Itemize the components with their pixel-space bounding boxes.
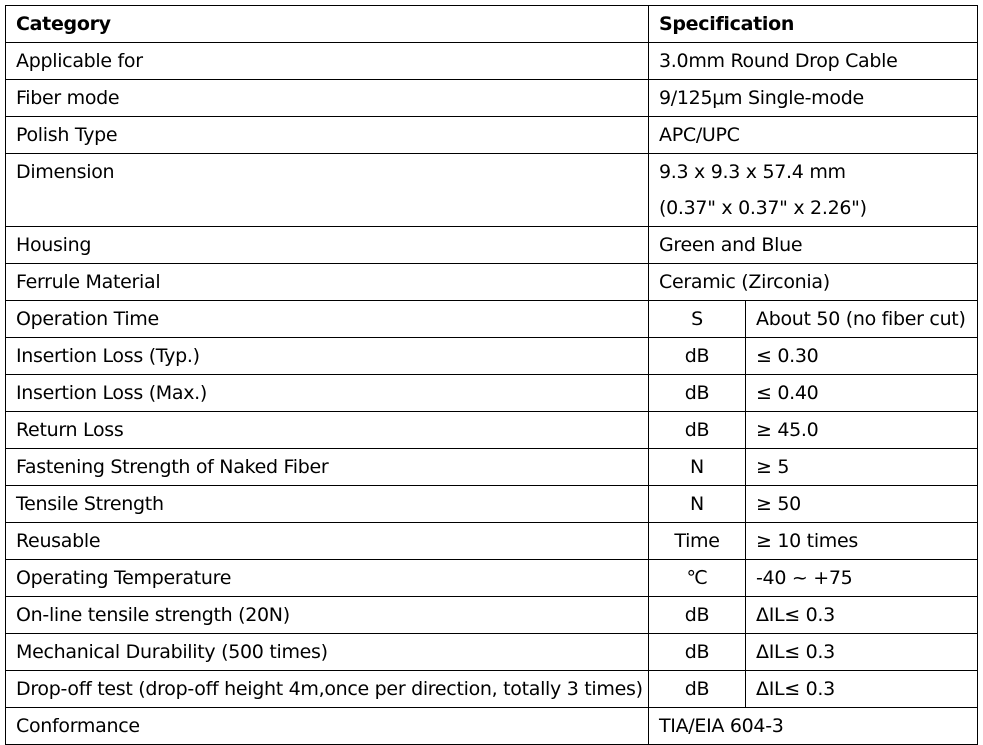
unit-cell: N <box>649 486 746 523</box>
value-cell: ΔIL≤ 0.3 <box>746 597 978 634</box>
value-cell: ≥ 10 times <box>746 523 978 560</box>
category-cell: Drop-off test (drop-off height 4m,once per direction, totally 3 times) <box>6 671 649 708</box>
spec-cell: 9/125μm Single-mode <box>649 80 978 117</box>
table-row <box>6 671 978 708</box>
table-row <box>6 412 978 449</box>
table-row <box>6 43 978 80</box>
table-header-row <box>6 6 978 43</box>
category-cell: On-line tensile strength (20N) <box>6 597 649 634</box>
category-cell: Operating Temperature <box>6 560 649 597</box>
unit-cell: N <box>649 449 746 486</box>
spec-cell: 3.0mm Round Drop Cable <box>649 43 978 80</box>
value-cell: ≤ 0.30 <box>746 338 978 375</box>
category-cell: Applicable for <box>6 43 649 80</box>
spec-cell <box>649 154 978 227</box>
spec-cell: Green and Blue <box>649 227 978 264</box>
unit-cell: Time <box>649 523 746 560</box>
table-row <box>6 338 978 375</box>
spec-cell: TIA/EIA 604-3 <box>649 708 978 745</box>
spec-cell: Ceramic (Zirconia) <box>649 264 978 301</box>
category-text: Dimension <box>16 161 115 183</box>
unit-cell: dB <box>649 412 746 449</box>
category-cell: Insertion Loss (Typ.) <box>6 338 649 375</box>
spec-line: (0.37" x 0.37" x 2.26") <box>659 197 867 219</box>
table-row <box>6 117 978 154</box>
category-cell: Reusable <box>6 523 649 560</box>
category-cell: Return Loss <box>6 412 649 449</box>
category-cell: Fiber mode <box>6 80 649 117</box>
value-cell: ΔIL≤ 0.3 <box>746 634 978 671</box>
table-row <box>6 264 978 301</box>
table-row <box>6 560 978 597</box>
unit-cell: dB <box>649 338 746 375</box>
table-row <box>6 227 978 264</box>
table-row <box>6 301 978 338</box>
category-cell: Fastening Strength of Naked Fiber <box>6 449 649 486</box>
category-header: Category <box>6 6 649 43</box>
table-row <box>6 375 978 412</box>
value-cell: ≤ 0.40 <box>746 375 978 412</box>
specification-header: Specification <box>649 6 978 43</box>
value-cell: ≥ 45.0 <box>746 412 978 449</box>
category-cell: Insertion Loss (Max.) <box>6 375 649 412</box>
category-cell: Ferrule Material <box>6 264 649 301</box>
value-cell: ≥ 5 <box>746 449 978 486</box>
category-cell: Mechanical Durability (500 times) <box>6 634 649 671</box>
spec-cell: APC/UPC <box>649 117 978 154</box>
table-row <box>6 449 978 486</box>
category-cell: Operation Time <box>6 301 649 338</box>
unit-cell: dB <box>649 671 746 708</box>
value-cell: ≥ 50 <box>746 486 978 523</box>
table-row <box>6 597 978 634</box>
unit-cell: dB <box>649 597 746 634</box>
unit-cell: S <box>649 301 746 338</box>
value-cell: -40 ~ +75 <box>746 560 978 597</box>
specification-table <box>5 5 978 745</box>
category-cell: Tensile Strength <box>6 486 649 523</box>
table-row <box>6 80 978 117</box>
unit-cell: dB <box>649 375 746 412</box>
category-cell: Conformance <box>6 708 649 745</box>
category-cell: Polish Type <box>6 117 649 154</box>
table-row <box>6 634 978 671</box>
category-cell <box>6 154 649 227</box>
category-cell: Housing <box>6 227 649 264</box>
table-row <box>6 523 978 560</box>
table-row <box>6 154 978 227</box>
unit-cell: ℃ <box>649 560 746 597</box>
value-cell: About 50 (no fiber cut) <box>746 301 978 338</box>
table-row <box>6 486 978 523</box>
unit-cell: dB <box>649 634 746 671</box>
table-row <box>6 708 978 745</box>
spec-line: 9.3 x 9.3 x 57.4 mm <box>659 161 846 183</box>
value-cell: ΔIL≤ 0.3 <box>746 671 978 708</box>
